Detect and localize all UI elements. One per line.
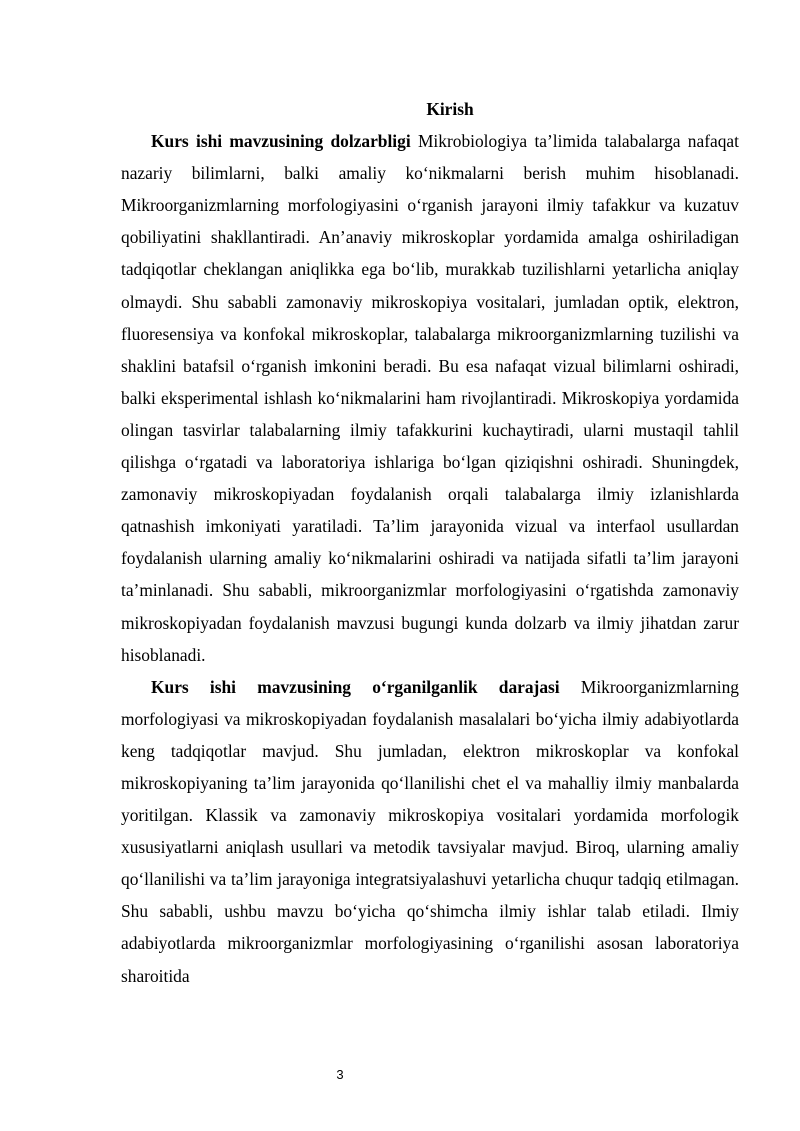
paragraph-text: Mikroorganizmlarning morfologiyasi va mikroskopiyadan foydalanish masalalari bo‘yicha ilmiy adabiyotlarda keng tadqiqotlar mavjud. Shu jumladan, elektron mikroskoplar va konfokal mikroskopiyaning ta’lim jarayonida qo‘llanilishi chet el va mahalliy ilmiy manbalarda yoritilgan. Klassik va zamonaviy mikroskopiya vositalari yordamida morfologik xususiyatlarni aniqlash usullari va metodik tavsiyalar mavjud. Biroq, ularning amaliy qo‘llanilishi va ta’lim jarayoniga integratsiyalashuvi yetarlicha chuqur tadqiq etilmagan. Shu sababli, ushbu mavzu bo‘yicha qo‘shimcha ilmiy ishlar talab etiladi. Ilmiy adabiyotlarda mikroorganizmlar morfologiyasining o‘rganilishi asosan laboratoriya sharoitida [121,676,739,986]
page-content [121,93,739,992]
paragraph-lead: Kurs ishi mavzusining o‘rganilganlik darajasi [151,676,560,697]
paragraph-lead: Kurs ishi mavzusining dolzarbligi [151,131,411,152]
page-number: 3 [336,1067,344,1082]
section-heading: Kirish [426,99,474,119]
paragraph-study-level [121,671,739,992]
paragraph-relevance [121,125,739,671]
paragraph-text: Mikrobiologiya ta’limida talabalarga nafaqat nazariy bilimlarni, balki amaliy ko‘nikmalarni berish muhim hisoblanadi. Mikroorganizmlarning morfologiyasini o‘rganish jarayoni ilmiy tafakkur va kuzatuv qobiliyatini shakllantiradi. An’anaviy mikroskoplar yordamida amalga oshiriladigan tadqiqotlar cheklangan aniqlikka ega bo‘lib, murakkab tuzilishlarni yetarlicha aniqlay olmaydi. Shu sababli zamonaviy mikroskopiya vositalari, jumladan optik, elektron, fluoresensiya va konfokal mikroskoplar, talabalarga mikroorganizmlarning tuzilishi va shaklini batafsil o‘rganish imkonini beradi. Bu esa nafaqat vizual bilimlarni oshiradi, balki eksperimental ishlash ko‘nikmalarini ham rivojlantiradi. Mikroskopiya yordamida olingan tasvirlar talabalarning ilmiy tafakkurini kuchaytiradi, ularni mustaqil tahlil qilishga o‘rgatadi va laboratoriya ishlariga bo‘lgan qiziqishni oshiradi. Shuningdek, zamonaviy mikroskopiyadan foydalanish orqali talabalarga ilmiy izlanishlarda qatnashish imkoniyati yaratiladi. Ta’lim jarayonida vizual va interfaol usullardan foydalanish ularning amaliy ko‘nikmalarini oshiradi va natijada sifatli ta’lim jarayoni ta’minlanadi. Shu sababli, mikroorganizmlar morfologiyasini o‘rgatishda zamonaviy mikroskopiyadan foydalanish mavzusi bugungi kunda dolzarb va ilmiy jihatdan zarur hisoblanadi. [121,131,739,665]
